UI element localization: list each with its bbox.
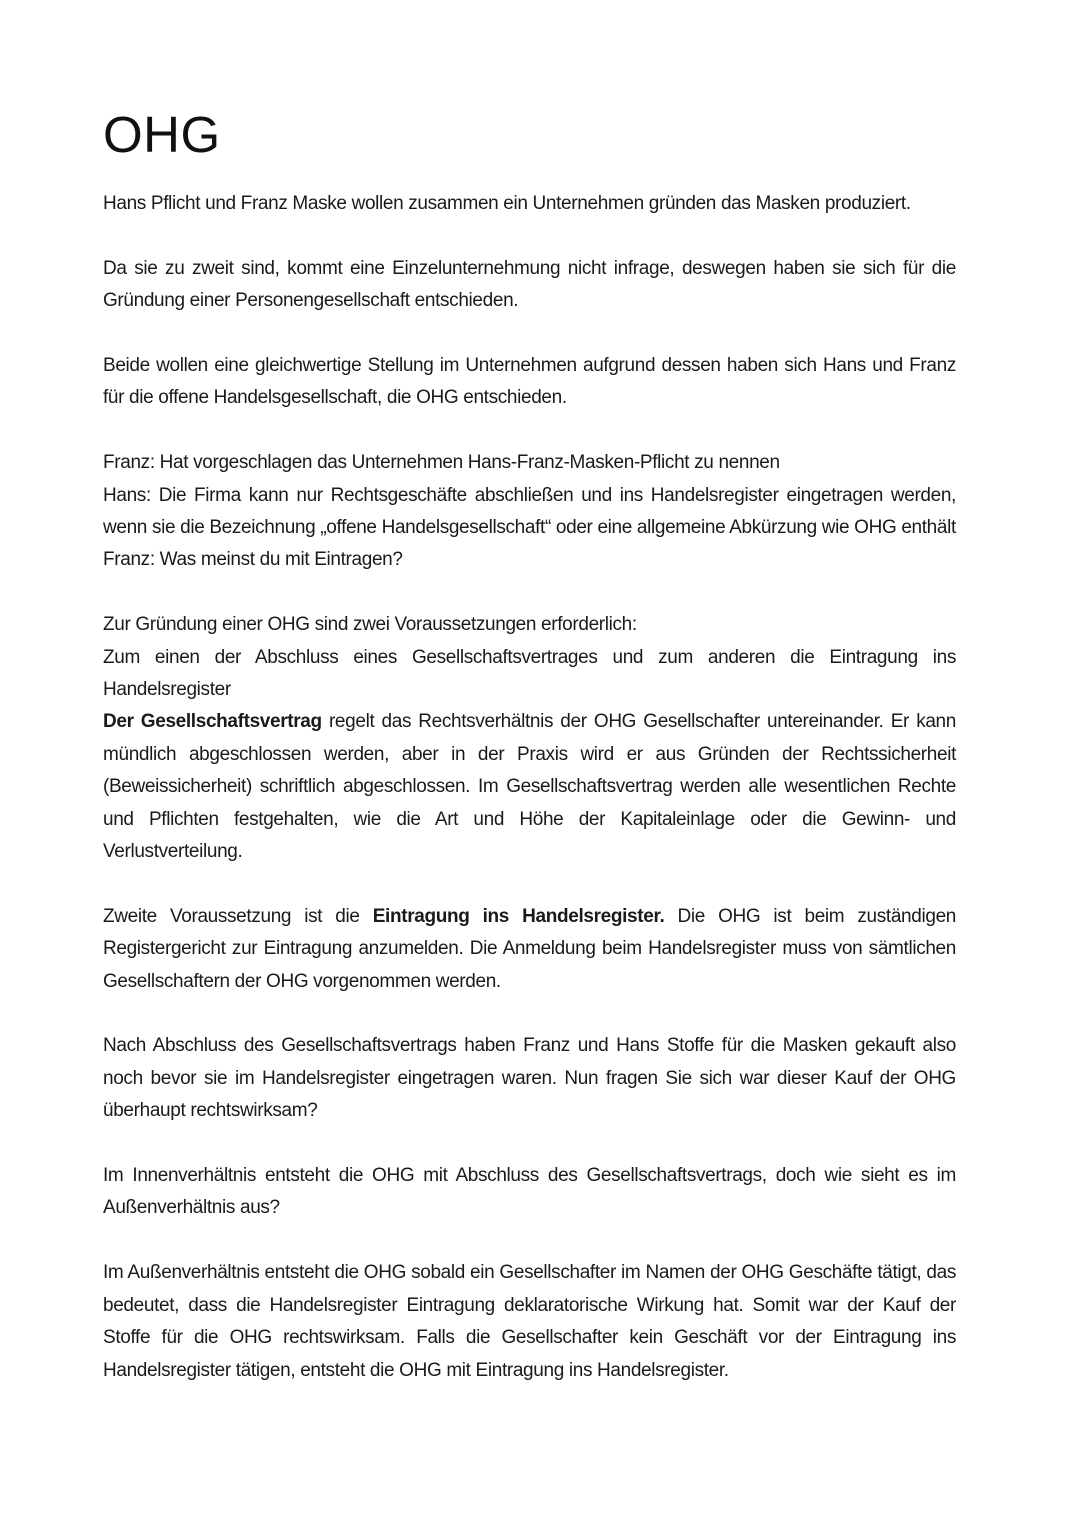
paragraph-register	[103, 901, 956, 998]
dialog-line-franz-name: Franz: Hat vorgeschlagen das Unternehmen Hans-Franz-Masken-Pflicht zu nennen	[103, 452, 780, 474]
register-term: Eintragung ins Handelsregister.	[372, 905, 665, 927]
paragraph-requirements-intro: Zur Gründung einer OHG sind zwei Voraussetzungen erforderlich:	[103, 614, 637, 636]
document-body	[103, 105, 956, 1387]
paragraph-requirements-list: Zum einen der Abschluss eines Gesellschaftsvertrages und zum anderen die Eintragung ins Handelsregister	[103, 646, 956, 701]
dialog-line-hans-firm: Hans: Die Firma kann nur Rechtsgeschäfte abschließen und ins Handelsregister eingetragen werden, wenn sie die Bezeichnung „offene Handelsgesellschaft“ oder eine allgemeine Abkürzung wie OHG enthält	[103, 484, 956, 539]
paragraph-ohg-choice: Beide wollen eine gleichwertige Stellung im Unternehmen aufgrund dessen haben sich Hans und Franz für die offene Handelsgesellschaft, die OHG entschieden.	[103, 355, 956, 409]
contract-text: regelt das Rechtsverhältnis der OHG Gesellschafter untereinander. Er kann mündlich abgeschlossen werden, aber in der Praxis wird er aus Gründen der Rechtssicherheit (Beweissicherheit) schriftlich abgeschlossen. Im Gesellschaftsvertrag werden alle wesentlichen Rechte und Pflichten festgehalten, wie die Art und Höhe der Kapitaleinlage oder die Gewinn- und Verlustverteilung.	[103, 711, 956, 863]
page-title: OHG	[103, 106, 221, 163]
dialog-line-franz-question: Franz: Was meinst du mit Eintragen?	[103, 549, 403, 571]
paragraph-inner-relation: Im Innenverhältnis entsteht die OHG mit Abschluss des Gesellschaftsvertrags, doch wie sieht es im Außenverhältnis aus?	[103, 1165, 956, 1219]
paragraph-founders: Hans Pflicht und Franz Maske wollen zusammen ein Unternehmen gründen das Masken produziert.	[103, 193, 911, 214]
paragraph-purchase: Nach Abschluss des Gesellschaftsvertrags haben Franz und Hans Stoffe für die Masken gekauft also noch bevor sie im Handelsregister eingetragen waren. Nun fragen Sie sich war dieser Kauf der OHG überhaupt rechtswirksam?	[103, 1035, 956, 1122]
contract-term: Der Gesellschaftsvertrag	[103, 711, 322, 733]
register-text: Die OHG ist beim zuständigen Registergericht zur Eintragung anzumelden. Die Anmeldung beim Handelsregister muss von sämtlichen Gesellschaftern der OHG vorgenommen werden.	[103, 905, 957, 992]
register-intro: Zweite Voraussetzung ist die	[103, 905, 373, 927]
paragraph-partnership-choice: Da sie zu zweit sind, kommt eine Einzelunternehmung nicht infrage, deswegen haben sie sich für die Gründung einer Personengesellschaft entschieden.	[103, 257, 956, 312]
paragraph-contract	[103, 706, 956, 868]
paragraph-outer-relation: Im Außenverhältnis entsteht die OHG sobald ein Gesellschafter im Namen der OHG Geschäfte tätigt, das bedeutet, dass die Handelsregister Eintragung deklaratorische Wirkung hat. Somit war der Kauf der Stoffe für die OHG rechtswirksam. Falls die Gesellschafter kein Geschäft vor der Eintragung ins Handelsregister tätigen, entsteht die OHG mit Eintragung ins Handelsregister.	[103, 1262, 956, 1381]
